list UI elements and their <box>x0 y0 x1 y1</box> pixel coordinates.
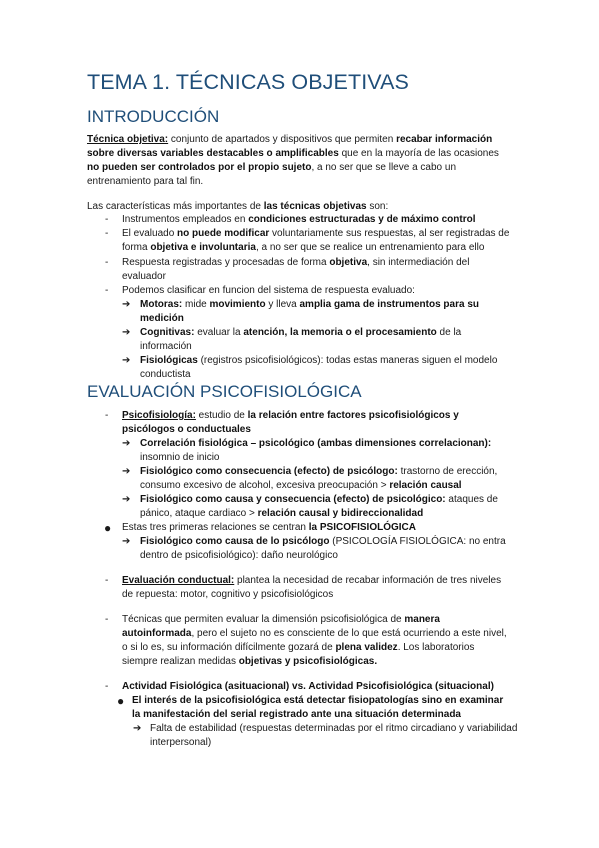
intro-line: entrenamiento para tal fin. <box>87 176 204 187</box>
intro-characteristics-line: Las características más importantes de las técnicas objetivas son: <box>87 201 389 212</box>
list-item: Evaluación conductual: plantea la necesidad de recabar información de tres niveles <box>122 575 502 586</box>
sub-list-item-continuation: medición <box>140 313 184 324</box>
list-item: Estas tres primeras relaciones se centran la PSICOFISIOLÓGICA <box>122 522 416 533</box>
list-item: Respuesta registradas y procesadas de forma objetiva, sin intermediación del <box>122 257 470 268</box>
intro-line: Técnica objetiva: conjunto de apartados y dispositivos que permiten recabar información <box>87 134 493 145</box>
sub-list-item: Cognitivas: evaluar la atención, la memoria o el procesamiento de la <box>140 327 462 338</box>
sub-list-item: Correlación fisiológica – psicológico (ambas dimensiones correlacionan): <box>140 438 492 449</box>
sub-list-item-continuation: interpersonal) <box>150 737 212 748</box>
sub-list-item: Fisiológico como causa de lo psicólogo (PSICOLOGÍA FISIOLÓGICA: no entra <box>140 536 506 547</box>
list-item: El evaluado no puede modificar voluntariamente sus respuestas, al ser registradas de <box>122 228 510 239</box>
dash-bullet: - <box>105 410 109 421</box>
dash-bullet: - <box>105 614 109 625</box>
list-item: Técnicas que permiten evaluar la dimensión psicofisiológica de manera <box>122 614 440 625</box>
section-heading-evaluacion: EVALUACIÓN PSICOFISIOLÓGICA <box>87 382 362 401</box>
dash-bullet: - <box>105 575 109 586</box>
intro-line: sobre diversas variables destacables o amplificables que en la mayoría de las ocasiones <box>87 148 499 159</box>
arrow-bullet-icon: ➔ <box>122 327 131 338</box>
sub-list-item-continuation: pánico, ataque cardiaco > relación causal y bidireccionalidad <box>140 508 424 519</box>
dash-bullet: - <box>105 681 109 692</box>
intro-line: no pueden ser controlados por el propio sujeto, a no ser que se lleve a cabo un <box>87 162 457 173</box>
sub-list-item-continuation: conductista <box>140 369 191 380</box>
sub-list-item: Falta de estabilidad (respuestas determinadas por el ritmo circadiano y variabilidad <box>150 723 518 734</box>
sub-list-item-continuation: información <box>140 341 192 352</box>
list-item-continuation: autoinformada, pero el sujeto no es consciente de lo que está ocurriendo a este nivel, <box>122 628 507 639</box>
sub-list-item-continuation: consumo excesivo de alcohol, excesiva preocupación > relación causal <box>140 480 462 491</box>
dot-bullet: ● <box>117 694 125 708</box>
list-item: Instrumentos empleados en condiciones estructuradas y de máximo control <box>122 214 476 225</box>
sub-list-item: Fisiológico como consecuencia (efecto) de psicólogo: trastorno de erección, <box>140 466 498 477</box>
arrow-bullet-icon: ➔ <box>133 723 142 734</box>
sub-list-item: Motoras: mide movimiento y lleva amplia gama de instrumentos para su <box>140 299 479 310</box>
section-heading-introduccion: INTRODUCCIÓN <box>87 107 220 126</box>
arrow-bullet-icon: ➔ <box>122 466 131 477</box>
list-item: Actividad Fisiológica (asituacional) vs. Actividad Psicofisiológica (situacional) <box>122 681 494 692</box>
list-item-continuation: o si lo es, su información difícilmente gozará de plena validez. Los laboratorios <box>122 642 475 653</box>
list-item: Podemos clasificar en funcion del sistema de respuesta evaluado: <box>122 285 415 296</box>
dot-bullet: ● <box>104 521 112 535</box>
arrow-bullet-icon: ➔ <box>122 536 131 547</box>
arrow-bullet-icon: ➔ <box>122 355 131 366</box>
sub-list-item: Fisiológicas (registros psicofisiológicos): todas estas maneras siguen el modelo <box>140 355 498 366</box>
list-item: Psicofisiología: estudio de la relación entre factores psicofisiológicos y <box>122 410 459 421</box>
dash-bullet: - <box>105 257 109 268</box>
sub-list-item: Fisiológico como causa y consecuencia (efecto) de psicológico: ataques de <box>140 494 498 505</box>
dash-bullet: - <box>105 285 109 296</box>
arrow-bullet-icon: ➔ <box>122 299 131 310</box>
dash-bullet: - <box>105 228 109 239</box>
arrow-bullet-icon: ➔ <box>122 494 131 505</box>
sub-list-item: El interés de la psicofisiológica está detectar fisiopatologías sino en examinar <box>132 695 504 706</box>
sub-list-item-continuation: dentro de psicofisiológico): daño neurológico <box>140 550 338 561</box>
list-item-continuation: de repuesta: motor, cognitivo y psicofisiológicos <box>122 589 334 600</box>
sub-list-item-continuation: insomnio de inicio <box>140 452 220 463</box>
arrow-bullet-icon: ➔ <box>122 438 131 449</box>
list-item-continuation: evaluador <box>122 271 166 282</box>
list-item-continuation: siempre realizan medidas objetivas y psicofisiológicas. <box>122 656 378 667</box>
list-item-continuation: forma objetiva e involuntaria, a no ser que se realice un entrenamiento para ello <box>122 242 485 253</box>
sub-list-item-continuation: la manifestación del serial registrado ante una situación determinada <box>132 709 461 720</box>
dash-bullet: - <box>105 214 109 225</box>
list-item-continuation: psicólogos o conductuales <box>122 424 251 435</box>
document-title: TEMA 1. TÉCNICAS OBJETIVAS <box>87 70 409 94</box>
